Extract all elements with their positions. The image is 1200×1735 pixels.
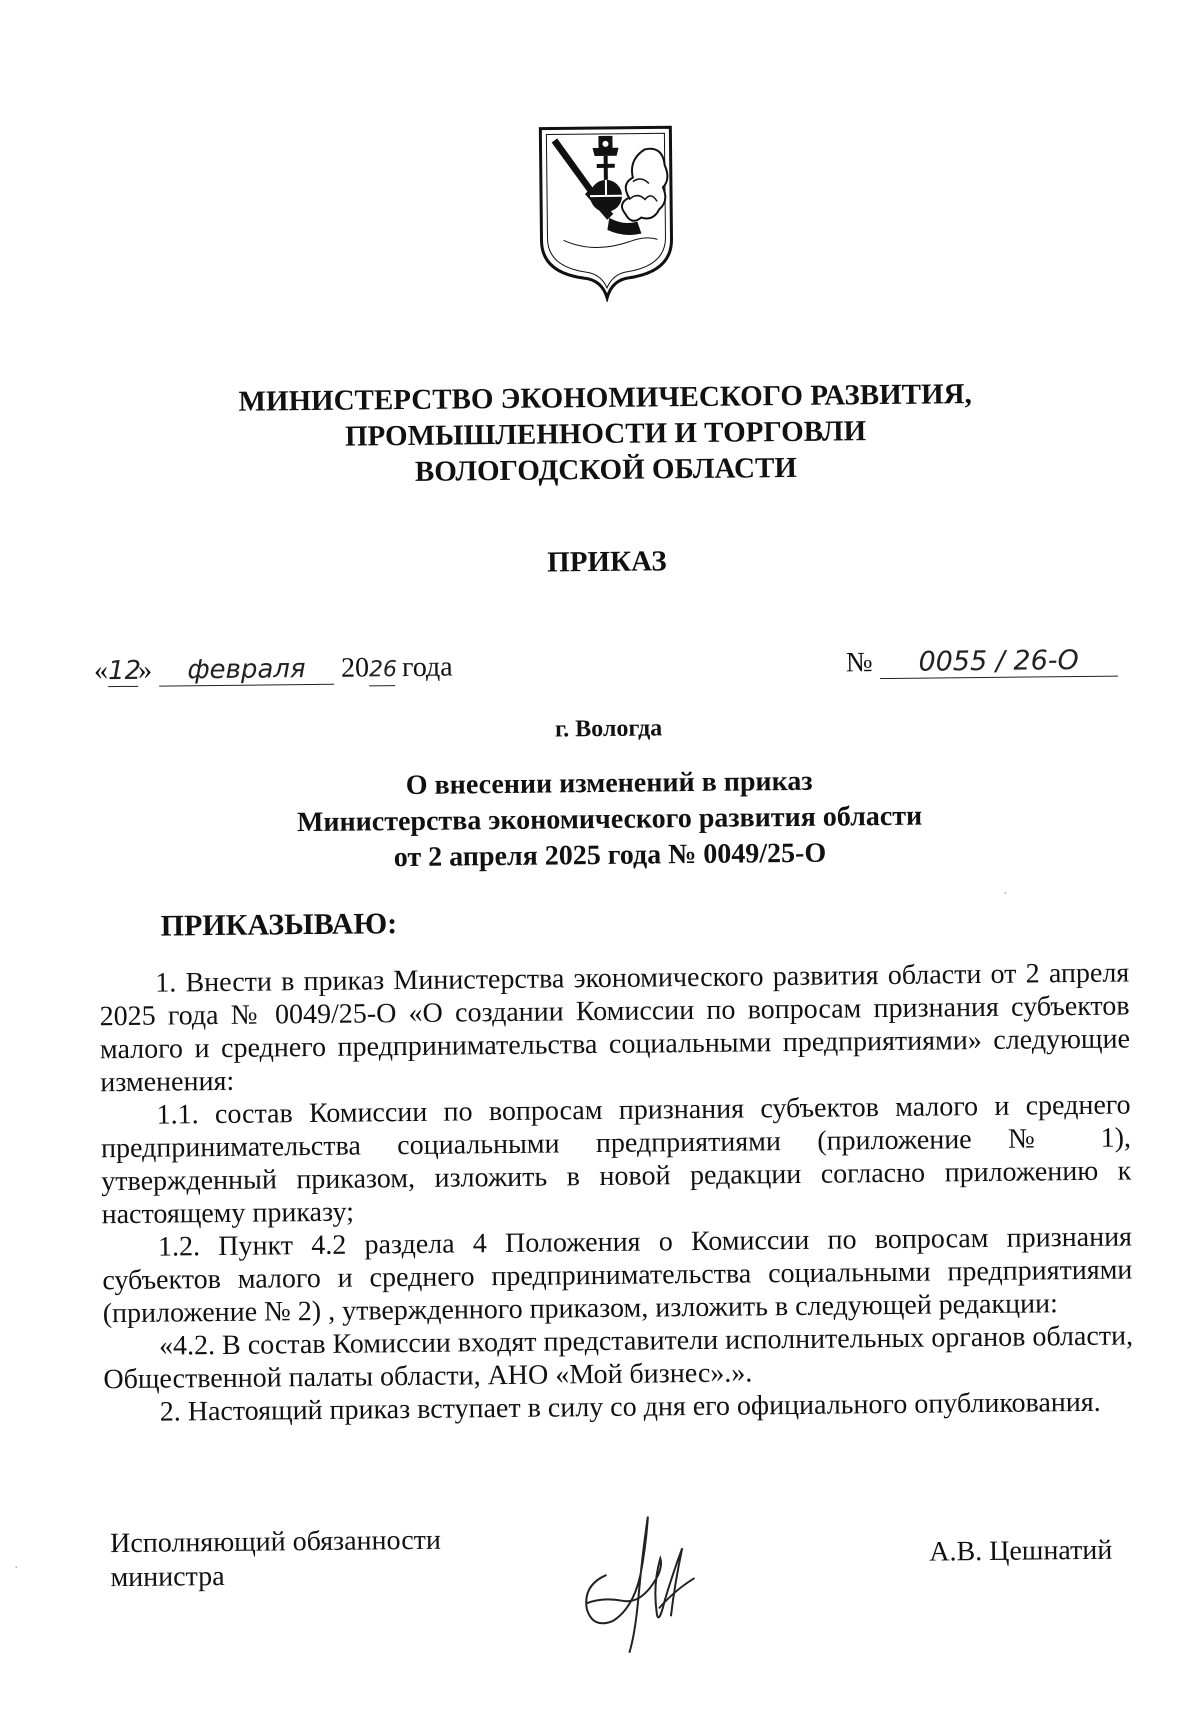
signatory-role [110,1524,441,1595]
date-suffix: года [402,652,453,684]
ministry-name [145,375,1066,493]
ministry-name-line: ПРОМЫШЛЕННОСТИ И ТОРГОВЛИ [145,411,1065,457]
document-date [94,652,453,690]
title-line: от 2 апреля 2025 года № 0049/25-О [150,833,1070,879]
date-year-suffix: 26 [369,655,395,686]
number-label: № [846,647,873,678]
signatory-role-line: Исполняющий обязанности [110,1524,441,1561]
document-body [99,956,1134,1429]
date-close-quote: » [138,655,152,686]
signatory-role-line: министра [110,1558,441,1595]
city: г. Вологда [449,714,769,744]
date-month: февраля [159,654,334,687]
ministry-name-line: ВОЛОГОДСКОЙ ОБЛАСТИ [146,447,1066,493]
handwritten-signature-icon [562,1504,724,1656]
title-line: Министерства экономического развития области [149,797,1069,843]
document-number [846,645,1118,680]
title-line: О внесении изменений в приказ [149,761,1069,807]
body-paragraph: 1.1. состав Комиссии по вопросам признания субъектов малого и среднего предпринимательства социальными предприятиями (приложение № 1), утвержденный приказом, изложить в новой редакции согласно приложению к настоящему приказу; [100,1088,1131,1231]
date-year-prefix: 20 [341,652,369,683]
scan-speck [15,1566,17,1568]
signatory-name: А.В. Цешнатий [929,1535,1112,1569]
body-paragraph: 1. Внести в приказ Министерства экономического развития области от 2 апреля 2025 года № 0049/25-О «О создании Комиссии по вопросам признания субъектов малого и среднего предпринимательства социальными предприятиями» следующие изменения: [99,956,1130,1099]
number-value: 0055 / 26-О [880,646,1118,679]
body-paragraph: 1.2. Пункт 4.2 раздела 4 Положения о Комиссии по вопросам признания субъектов малого и среднего предпринимательства социальными предприятиями (приложение № 2) , утвержденного приказом, изложить в следующей редакции: [102,1220,1133,1330]
date-open-quote: « [94,655,108,686]
orders-heading: ПРИКАЗЫВАЮ: [160,907,397,943]
ministry-name-line: МИНИСТЕРСТВО ЭКОНОМИЧЕСКОГО РАЗВИТИЯ, [145,375,1065,421]
body-paragraph: «4.2. В состав Комиссии входят представители исполнительных органов области, Общественной палаты области, АНО «Мой бизнес».». [103,1319,1134,1396]
body-paragraph: 2. Настоящий приказ вступает в силу со дня его официального опубликования. [104,1385,1134,1429]
coat-of-arms-icon [532,121,680,303]
document-title [149,761,1070,879]
scan-speck [1004,892,1006,894]
document-type: ПРИКАЗ [447,544,767,580]
date-day: 12 [108,656,138,687]
